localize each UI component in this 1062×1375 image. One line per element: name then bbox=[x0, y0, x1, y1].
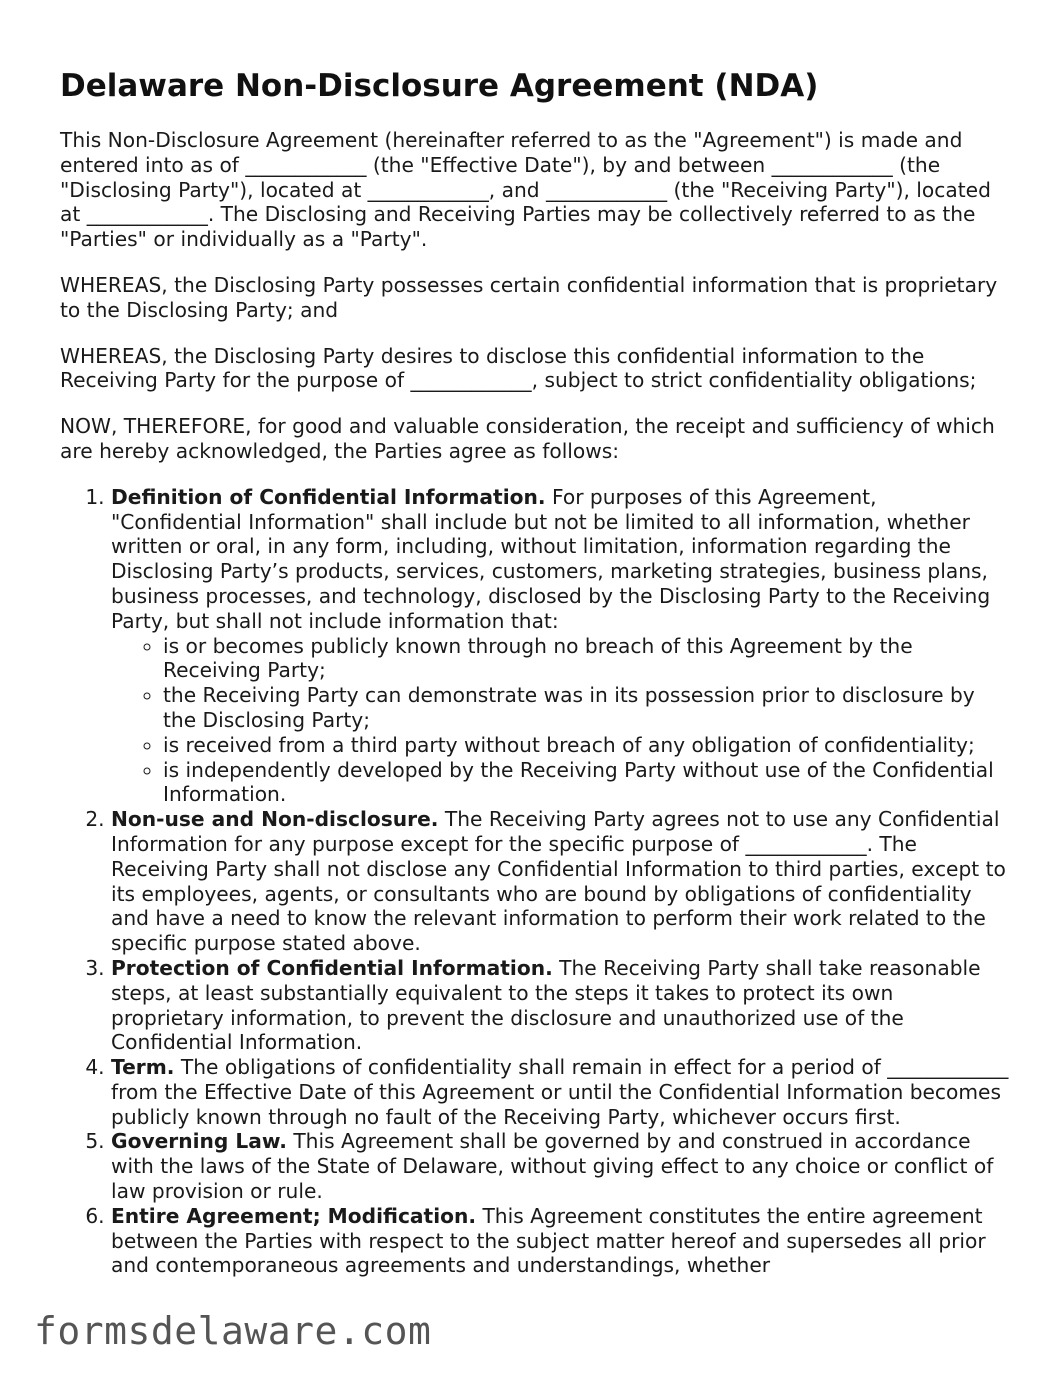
clause-item bbox=[111, 1129, 1010, 1203]
clause-heading: Definition of Confidential Information. bbox=[111, 484, 546, 509]
clause-heading: Governing Law. bbox=[111, 1129, 287, 1154]
clause-text: For purposes of this Agreement, "Confidential Information" shall include but not be limited to all information, whether written or oral, in any form, including, without limitation, information regarding the Disclosing Party’s products, services, customers, marketing strategies, business plans, business processes, and technology, disclosed by the Disclosing Party to the Receiving Party, but shall not include information that: bbox=[111, 484, 991, 633]
clause-text: This Agreement shall be governed by and construed in accordance with the laws of the State of Delaware, without giving effect to any choice or conflict of law provision or rule. bbox=[111, 1129, 994, 1204]
clause-item bbox=[111, 1055, 1010, 1129]
whereas-paragraph-1: WHEREAS, the Disclosing Party possesses certain confidential information that is proprietary to the Disclosing Party; and bbox=[60, 272, 998, 322]
therefore-paragraph: NOW, THEREFORE, for good and valuable consideration, the receipt and sufficiency of which are hereby acknowledged, the Parties agree as follows: bbox=[60, 414, 995, 463]
clause-heading: Protection of Confidential Information. bbox=[111, 955, 553, 980]
clause-item bbox=[111, 1204, 1010, 1278]
clause-item bbox=[111, 807, 1010, 956]
clause-heading: Term. bbox=[111, 1055, 175, 1080]
exclusion-item: ◦ the Receiving Party can demonstrate was in its possession prior to disclosure by the Disclosing Party; bbox=[163, 683, 1010, 733]
clauses-list bbox=[60, 485, 1010, 1279]
document-body bbox=[60, 66, 1010, 1278]
clause-text: This Agreement constitutes the entire agreement between the Parties with respect to the subject matter hereof and supersedes all prior and contemporaneous agreements and understandings, whether bbox=[111, 1203, 986, 1278]
clause-text: The obligations of confidentiality shall remain in effect for a period of ____________ from the Effective Date of this Agreement or until the Confidential Information becomes publicly known through no fault of the Receiving Party, whichever occurs first. bbox=[111, 1055, 1009, 1129]
clause-item bbox=[111, 485, 1010, 807]
clause-heading: Non-use and Non-disclosure. bbox=[111, 807, 439, 832]
intro-paragraph: This Non-Disclosure Agreement (hereinafter referred to as the "Agreement") is made and entered into as of ____________ (the "Effective Date"), by and between ____________ (the "Disclosing Party"), located at ____________, and ____________ (the "Receiving Party"), located at ____________. The Disclosing and Receiving Parties may be collectively referred to as the "Parties" or individually as a "Party". bbox=[60, 128, 991, 252]
clause-text: The Receiving Party agrees not to use any Confidential Information for any purpose except for the specific purpose of ____________. The Receiving Party shall not disclose any Confidential Information to third parties, except to its employees, agents, or consultants who are bound by obligations of confidentiality and have a need to know the relevant information to perform their work related to the specific purpose stated above. bbox=[111, 807, 1006, 956]
footer-brand-watermark: formsdelaware.com bbox=[34, 1309, 432, 1353]
exclusion-item: ◦ is independently developed by the Receiving Party without use of the Confidential Information. bbox=[163, 758, 1010, 808]
clause-heading: Entire Agreement; Modification. bbox=[111, 1203, 477, 1228]
whereas-paragraph-2: WHEREAS, the Disclosing Party desires to disclose this confidential information to the Receiving Party for the purpose of ____________, subject to strict confidentiality obligations; bbox=[60, 343, 977, 393]
exclusions-list bbox=[111, 634, 1010, 808]
clause-item bbox=[111, 956, 1010, 1055]
exclusion-item: ◦ is or becomes publicly known through no breach of this Agreement by the Receiving Party; bbox=[163, 634, 1010, 684]
clause-text: The Receiving Party shall take reasonable steps, at least substantially equivalent to the steps it takes to protect its own proprietary information, to prevent the disclosure and unauthorized use of the Confidential Information. bbox=[111, 955, 981, 1055]
document-title: Delaware Non-Disclosure Agreement (NDA) bbox=[60, 68, 819, 104]
exclusion-item: ◦ is received from a third party without breach of any obligation of confidentiality; bbox=[163, 733, 1010, 758]
